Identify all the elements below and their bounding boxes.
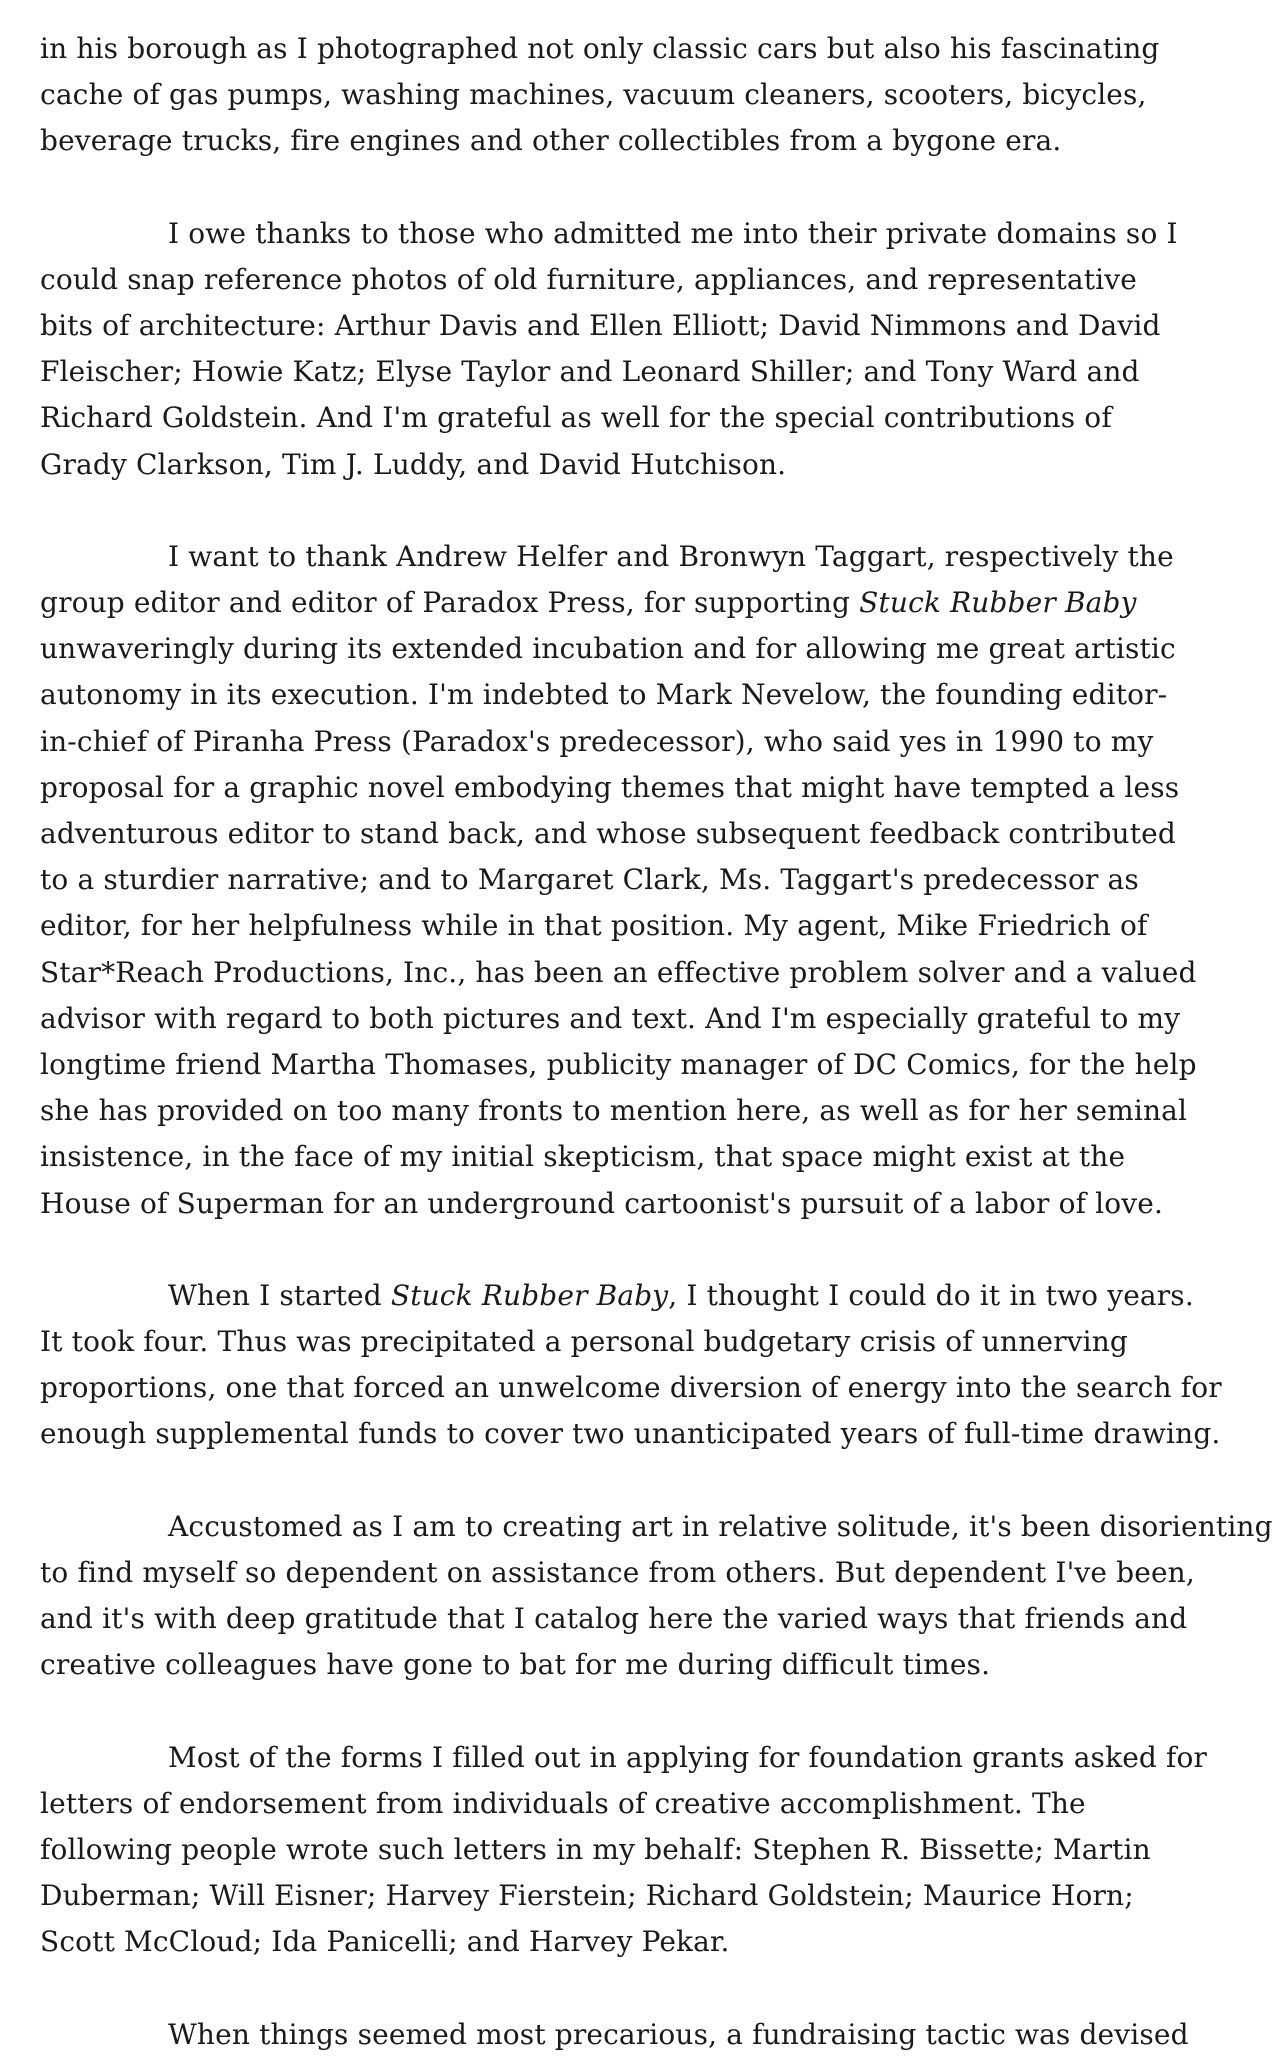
text-line: bits of architecture: Arthur Davis and Ellen Elliott; David Nimmons and David: [40, 309, 1161, 343]
text-line: to a sturdier narrative; and to Margaret Clark, Ms. Taggart's predecessor as: [40, 863, 1139, 897]
text-line: beverage trucks, fire engines and other collectibles from a bygone era.: [40, 124, 1062, 158]
text-line: Grady Clarkson, Tim J. Luddy, and David Hutchison.: [40, 447, 787, 481]
text-line: creative colleagues have gone to bat for me during difficult times.: [40, 1648, 991, 1682]
paragraph-budget-crisis: [40, 1273, 1265, 1458]
text-line: cache of gas pumps, washing machines, vacuum cleaners, scooters, bicycles,: [40, 78, 1147, 112]
paragraph-dependence: [40, 1504, 1273, 1689]
text-line: Fleischer; Howie Katz; Elyse Taylor and Leonard Shiller; and Tony Ward and: [40, 355, 1140, 389]
text-line: autonomy in its execution. I'm indebted to Mark Nevelow, the founding editor-: [40, 678, 1168, 712]
text-line: Most of the forms I filled out in applying for foundation grants asked for: [168, 1740, 1208, 1774]
text-line: Richard Goldstein. And I'm grateful as well for the special contributions of: [40, 401, 1112, 435]
paragraph-collectibles: [40, 26, 1265, 165]
paragraph-endorsements: [40, 1735, 1265, 1966]
text-line: in his borough as I photographed not only classic cars but also his fascinating: [40, 32, 1160, 65]
text-line: proportions, one that forced an unwelcome diversion of energy into the search for: [40, 1371, 1222, 1405]
text-line: longtime friend Martha Thomases, publicity manager of DC Comics, for the help: [40, 1048, 1197, 1082]
text-line: I want to thank Andrew Helfer and Bronwyn Taggart, respectively the: [168, 539, 1174, 573]
text-line: Scott McCloud; Ida Panicelli; and Harvey Pekar.: [40, 1925, 730, 1959]
text-line: following people wrote such letters in my behalf: Stephen R. Bissette; Martin: [40, 1832, 1151, 1866]
book-title: Stuck Rubber Baby: [390, 1278, 669, 1312]
text-line: Accustomed as I am to creating art in relative solitude, it's been disorienting: [168, 1509, 1273, 1543]
document-page: [40, 26, 1273, 2058]
text-line: could snap reference photos of old furniture, appliances, and representative: [40, 262, 1137, 296]
text-line: advisor with regard to both pictures and text. And I'm especially grateful to my: [40, 1001, 1181, 1035]
text-line: insistence, in the face of my initial skepticism, that space might exist at the: [40, 1140, 1126, 1174]
text-line: It took four. Thus was precipitated a personal budgetary crisis of unnerving: [40, 1325, 1128, 1359]
text-line: editor, for her helpfulness while in that position. My agent, Mike Friedrich of: [40, 909, 1148, 943]
text-line: [40, 1273, 1265, 1319]
text-line: I owe thanks to those who admitted me into their private domains so I: [168, 216, 1178, 250]
paragraph-reference-photos: [40, 211, 1265, 488]
text-line: Duberman; Will Eisner; Harvey Fierstein; Richard Goldstein; Maurice Horn;: [40, 1879, 1134, 1913]
book-title: Stuck Rubber Baby: [859, 586, 1137, 620]
text-line: proposal for a graphic novel embodying themes that might have tempted a less: [40, 770, 1180, 804]
text-line: to find myself so dependent on assistance from others. But dependent I've been,: [40, 1555, 1195, 1589]
text-line: she has provided on too many fronts to mention here, as well as for her seminal: [40, 1094, 1188, 1128]
text-line: letters of endorsement from individuals of creative accomplishment. The: [40, 1786, 1086, 1820]
text-segment: When I started: [168, 1278, 391, 1312]
text-line: When things seemed most precarious, a fundraising tactic was devised: [168, 2017, 1189, 2051]
text-line: unwaveringly during its extended incubation and for allowing me great artistic: [40, 632, 1176, 666]
text-line: [40, 580, 1265, 626]
text-line: Star*Reach Productions, Inc., has been an effective problem solver and a valued: [40, 955, 1197, 989]
text-line: House of Superman for an underground cartoonist's pursuit of a labor of love.: [40, 1186, 1164, 1220]
paragraph-fundraising: [40, 2012, 1265, 2058]
text-segment: group editor and editor of Paradox Press, for supporting: [40, 586, 860, 620]
text-line: in-chief of Piranha Press (Paradox's predecessor), who said yes in 1990 to my: [40, 724, 1154, 758]
text-segment: , I thought I could do it in two years.: [668, 1278, 1194, 1312]
paragraph-paradox-press: [40, 534, 1265, 1227]
text-line: enough supplemental funds to cover two unanticipated years of full-time drawing.: [40, 1417, 1221, 1451]
text-line: and it's with deep gratitude that I catalog here the varied ways that friends and: [40, 1602, 1188, 1636]
text-line: adventurous editor to stand back, and whose subsequent feedback contributed: [40, 817, 1176, 851]
